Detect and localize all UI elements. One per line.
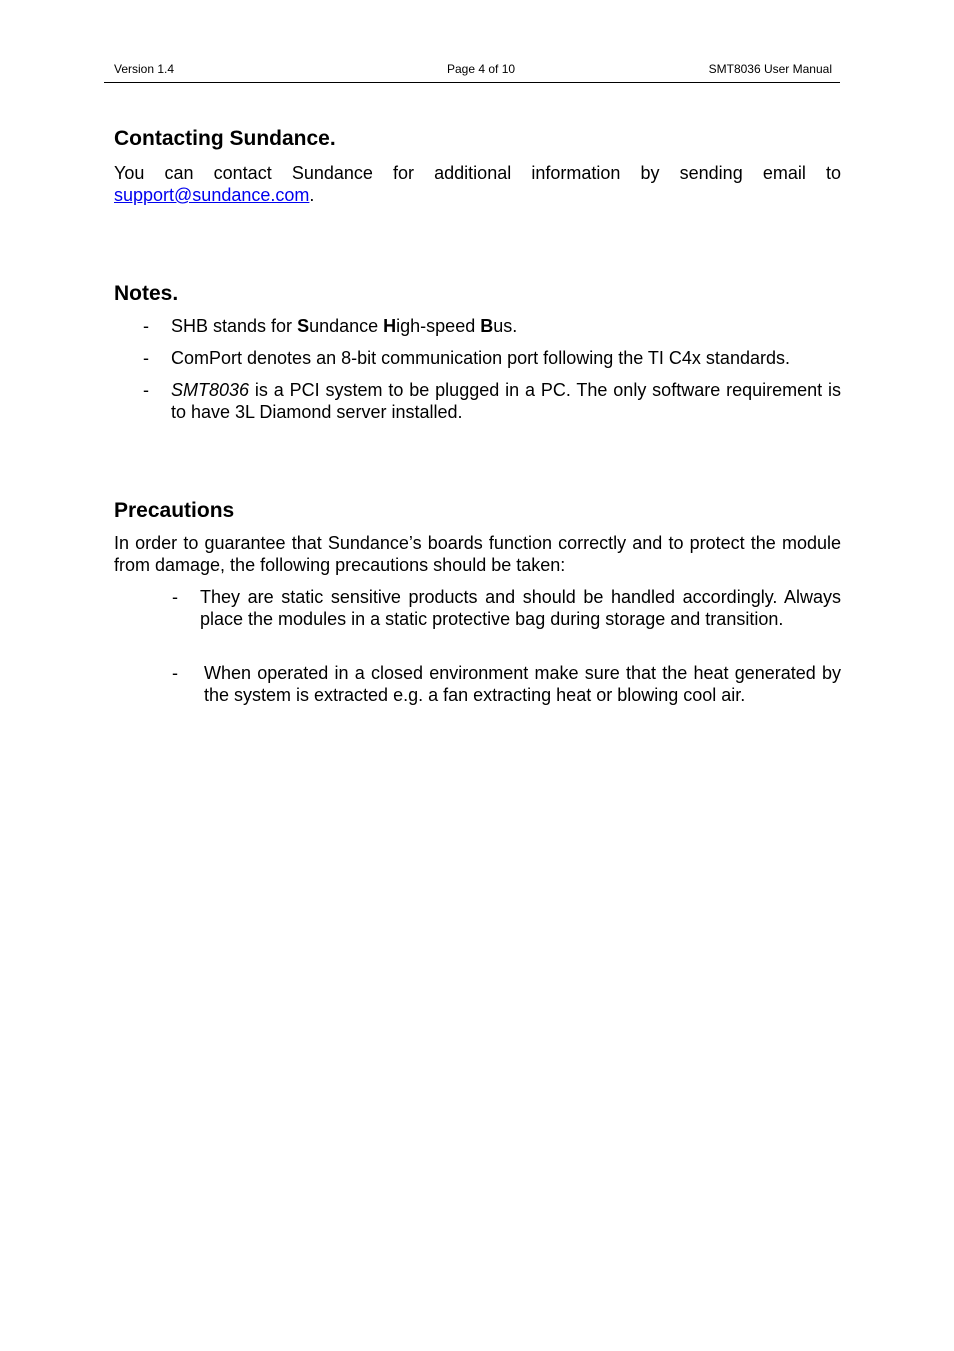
contacting-email-line [114,184,841,206]
notes-item-shb [143,315,841,337]
precautions-intro: In order to guarantee that Sundance’s boards function correctly and to protect the module from damage, the following precautions should be taken: [114,533,841,575]
notes-item-smt [143,379,841,423]
notes-item-comport [143,347,841,369]
email-period: . [309,185,315,205]
bullet-dash: - [143,316,149,336]
bullet-dash: - [143,348,149,368]
bullet-dash: - [143,380,149,400]
contacting-text: You can contact Sundance for additional information by sending email to [114,163,841,183]
support-email-link[interactable]: support@sundance.com [114,185,310,205]
precaution-item [172,586,841,652]
precaution-text: They are static sensitive products and should be handled accordingly. Always place the modules in a static protective bag during storage and transition. [200,587,841,629]
product-name: SMT8036 [171,380,250,400]
precaution-item [172,662,841,728]
header-page-number: Page 4 of 10 [447,62,516,76]
smt-text: SMT8036 is a PCI system to be plugged in a PC. The only software requirement is to have 3L Diamond server installed. [171,380,841,422]
precaution-text: When operated in a closed environment make sure that the heat generated by the system is extracted e.g. a fan extracting heat or blowing cool air. [204,663,841,705]
header-manual-title: SMT8036 User Manual [708,62,832,76]
notes-heading: Notes. [114,282,179,305]
comport-text: ComPort denotes an 8-bit communication port following the TI C4x standards. [171,348,790,368]
bullet-dash: - [172,587,178,607]
header-version: Version 1.4 [114,62,175,76]
precautions-heading: Precautions [114,499,235,522]
contacting-heading: Contacting Sundance. [114,127,336,150]
shb-text: SHB stands for Sundance High-speed Bus. [171,316,518,336]
page-header [104,61,840,83]
bullet-dash: - [172,663,178,683]
